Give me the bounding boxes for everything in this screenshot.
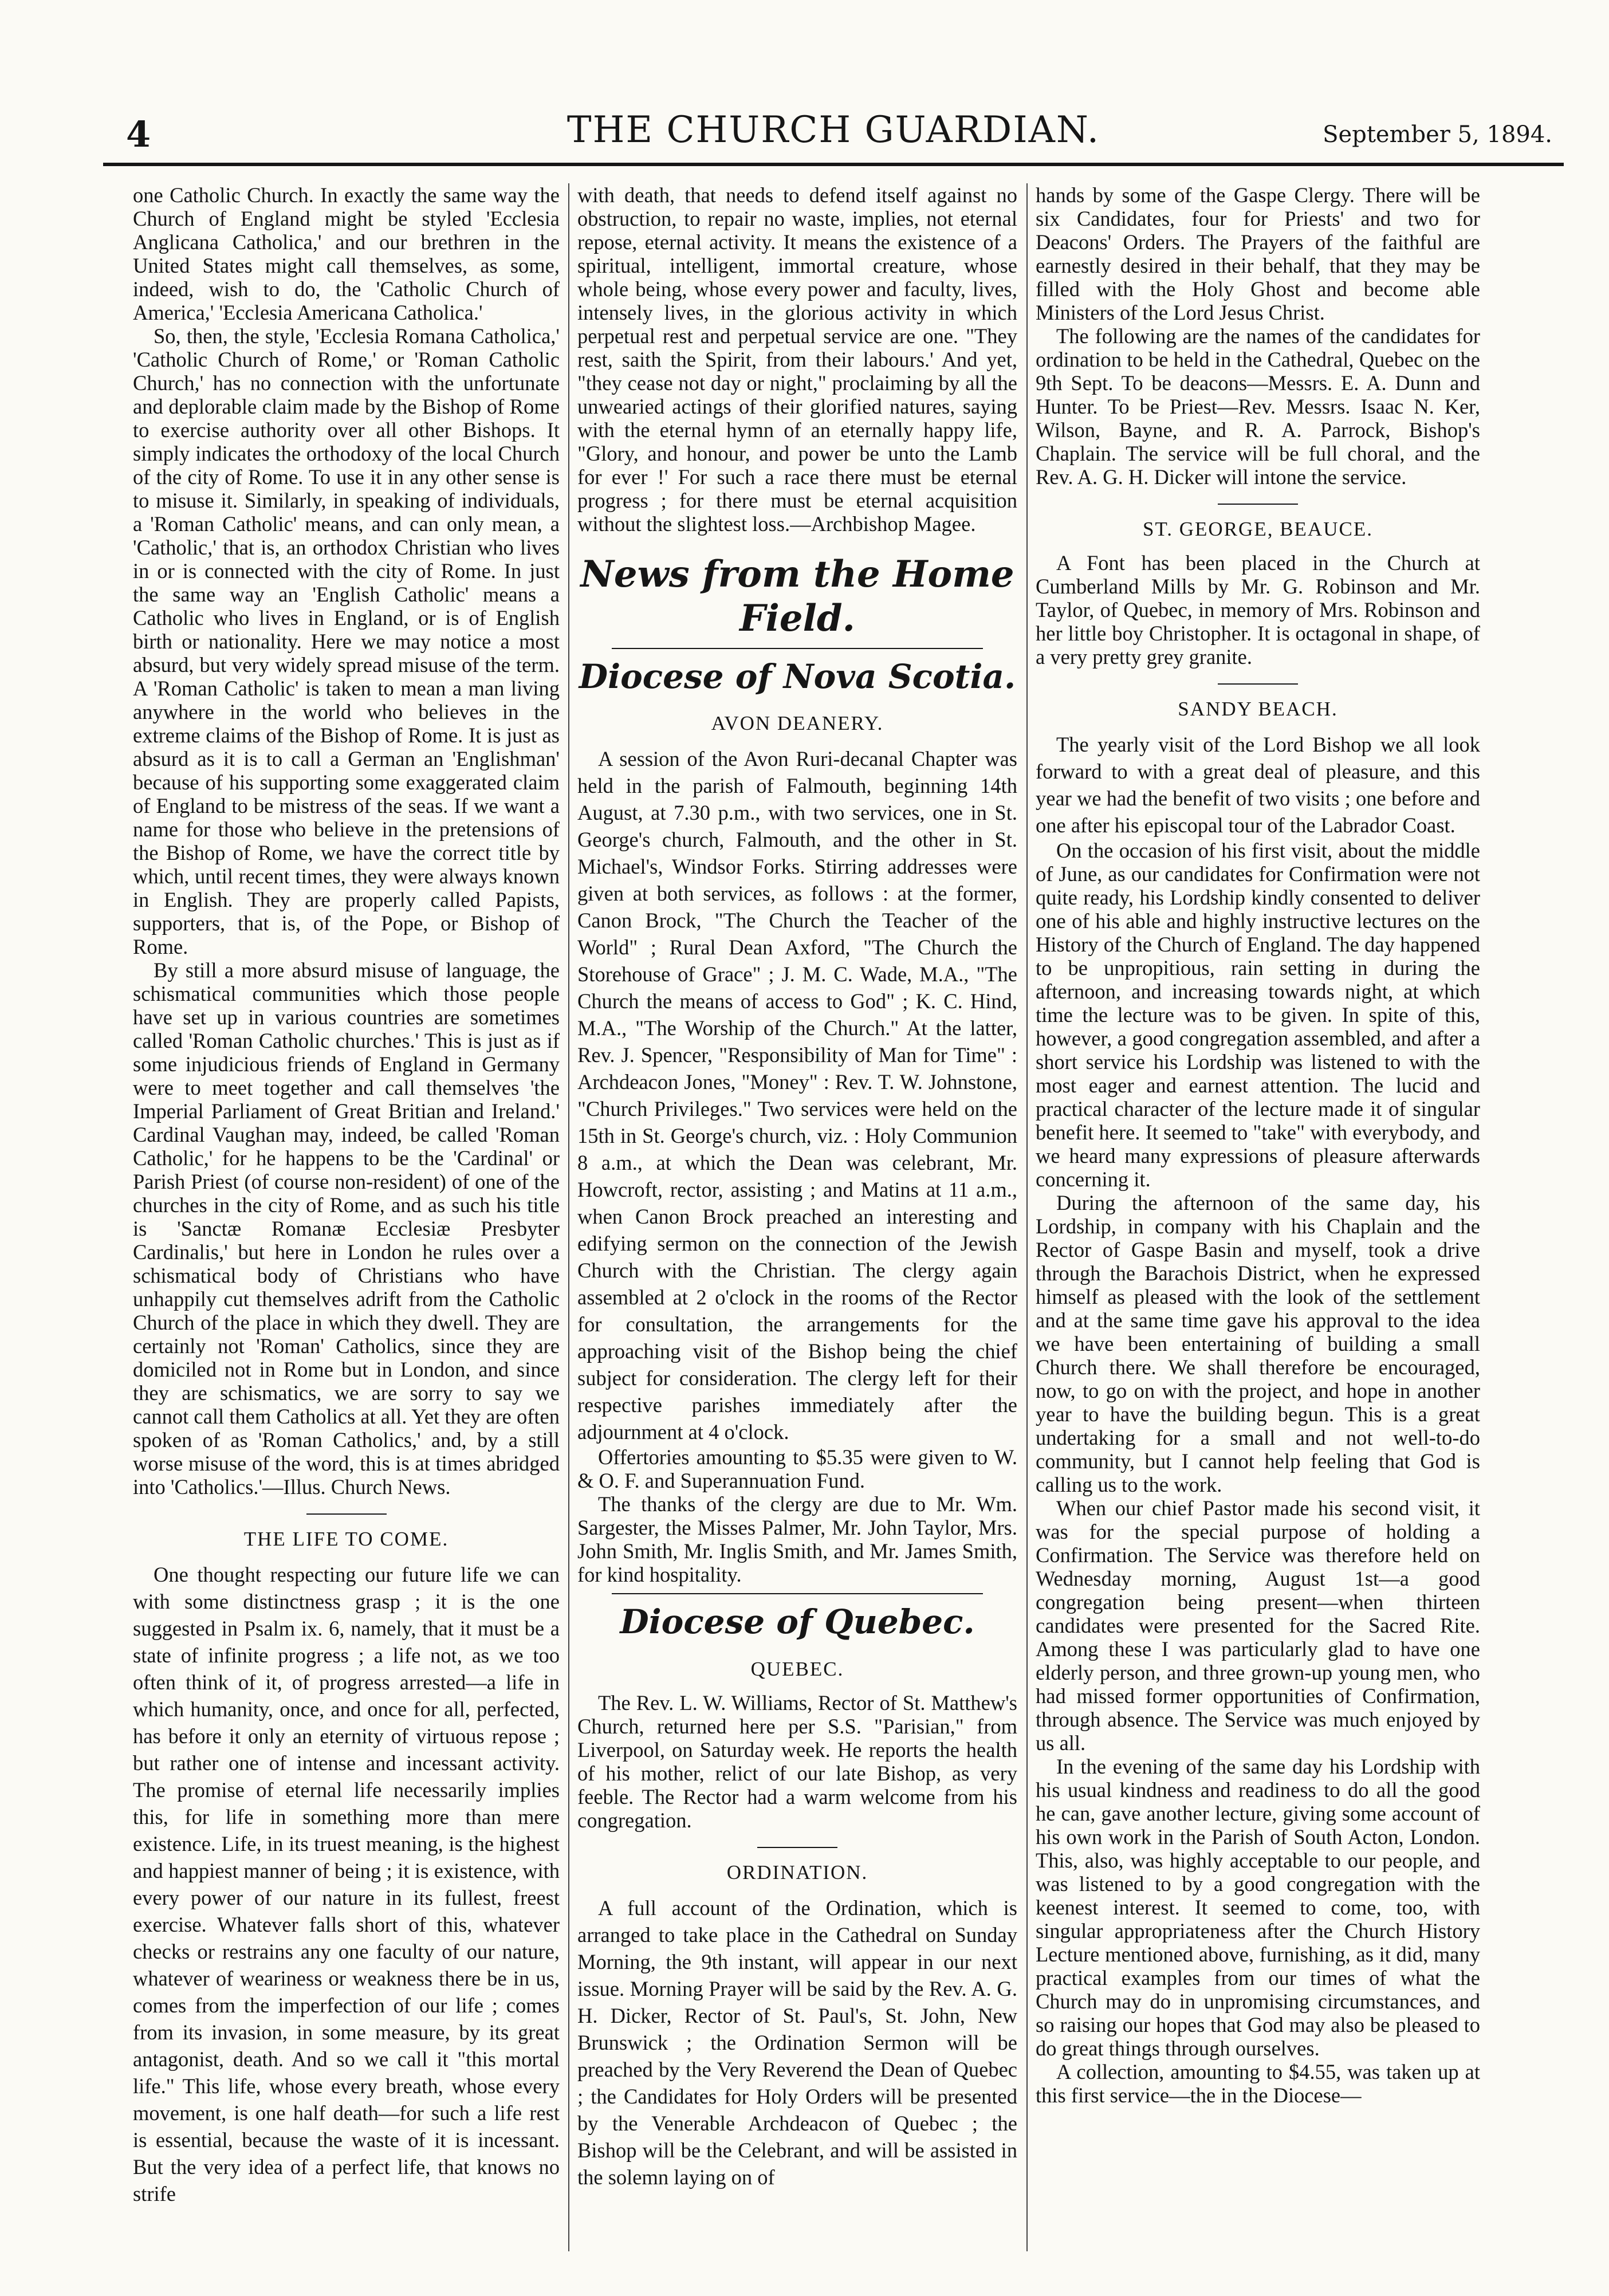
column-rule: [568, 183, 569, 2251]
paragraph: with death, that needs to defend itself against no obstruction, to repair no waste, implies, not eternal repose, eternal activity. It means the existence of a spiritual, intelligent, immortal creature, whose whole being, whose every power and faculty, lives, intensely lives, in the glorious activity in which perpetual rest and perpetual service are one. "They rest, saith the Spirit, from their labours.' And yet, "they cease not day or night," proclaiming by all the unwearied actings of their glorified natures, saying with the eternal hymn of an eternally happy life, "Glory, and honour, and power be unto the Lamb for ever !' For such a race there must be eternal progress ; for there must be eternal acquisition without the slightest loss.—Archbishop Magee.: [577, 183, 1017, 536]
paragraph: hands by some of the Gaspe Clergy. There will be six Candidates, four for Priests' and two for Deacons' Orders. The Prayers of the faithful are earnestly desired in their behalf, that they may be filled with the Holy Ghost and become able Ministers of the Lord Jesus Christ.: [1036, 183, 1480, 324]
divider: [612, 648, 983, 649]
diocese-heading: Diocese of Nova Scotia.: [579, 656, 1016, 696]
paragraph: When our chief Pastor made his second visit, it was for the special purpose of holding a Confirmation. The Service was therefore held on Wednesday morning, August 1st—a good congregation being present—when thirteen candidates were presented for the Sacred Rite. Among these I was particularly glad to have one elderly person, and three grown-up young men, who had missed former opportunities of Confirmation, through absence. The Service was much enjoyed by us all.: [1036, 1496, 1480, 1755]
divider: [612, 1593, 983, 1594]
paragraph: The thanks of the clergy are due to Mr. Wm. Sargester, the Misses Palmer, Mr. John Taylor, Mrs. John Smith, Mr. Inglis Smith, and Mr. James Smith, for kind hospitality.: [577, 1492, 1017, 1587]
page-number: 4: [126, 113, 151, 155]
section-heading: AVON DEANERY.: [711, 712, 884, 735]
diocese-heading: Diocese of Quebec.: [620, 1602, 975, 1642]
column-rule: [1026, 183, 1028, 2251]
paragraph: Offertories amounting to $5.35 were given to W. & O. F. and Superannuation Fund.: [577, 1445, 1017, 1493]
paragraph: The yearly visit of the Lord Bishop we all look forward to with a great deal of pleasure, and this year we had the benefit of two visits ; one before and one after his episcopal tour of the Labrador Coast.: [1036, 733, 1480, 837]
section-heading: ORDINATION.: [577, 1847, 1017, 1884]
section-heading: ST. GEORGE, BEAUCE.: [1036, 504, 1480, 541]
masthead-rule: [103, 163, 1564, 166]
paragraph: On the occasion of his first visit, about the middle of June, as our candidates for Confirmation were not quite ready, his Lordship kindly consented to deliver one of his able and highly instructive lectures on the History of the Church of England. The day happened to be unpropitious, rain setting in during the afternoon, and increasing towards night, at which time the lecture was to be given. In spite of this, however, a good congregation assembled, and after a short service his Lordship was listened to with the most eager and earnest attention. The lucid and practical character of the lecture made it of singular benefit here. It seemed to "take" with everybody, and we heard many expressions of pleasure afterwards concerning it.: [1036, 839, 1480, 1191]
section-heading: QUEBEC.: [750, 1657, 844, 1680]
paragraph: During the afternoon of the same day, his Lordship, in company with his Chaplain and the Rector of Gaspe Basin and myself, took a drive through the Barachois District, when he expressed himself as pleased with the look of the settlement and at the same time gave his approval to the idea we have been entertaining of building a small Church there. We shall therefore be encouraged, now, to go on with the project, and hope in another year to have the building begun. This is a great undertaking for a small and not well-to-do community, but I cannot help feeling that God is calling us to the work.: [1036, 1191, 1480, 1496]
paragraph: The Rev. L. W. Williams, Rector of St. Matthew's Church, returned here per S.S. "Parisian," from Liverpool, on Saturday week. He reports the health of his mother, relict of our late Bishop, as very feeble. The Rector had a warm welcome from his congregation.: [577, 1690, 1017, 1832]
issue-date: September 5, 1894.: [1323, 121, 1552, 148]
paragraph: A Font has been placed in the Church at Cumberland Mills by Mr. G. Robinson and Mr. Taylor, of Quebec, in memory of Mrs. Robinson and her little boy Christopher. It is octagonal in shape, of a very pretty grey granite.: [1036, 551, 1480, 669]
masthead: [103, 109, 1564, 155]
paragraph: A session of the Avon Ruri-decanal Chapter was held in the parish of Falmouth, beginning 14th August, at 7.30 p.m., with two services, one in St. George's church, Falmouth, and the other in St. Michael's, Windsor Forks. Stirring addresses were given at both services, as follows : at the former, Canon Brock, "The Church the Teacher of the World" ; Rural Dean Axford, "The Church the Storehouse of Grace" ; J. M. C. Wade, M.A., "The Church the means of access to God" ; K. C. Hind, M.A., "The Worship of the Church." At the latter, Rev. J. Spencer, "Responsibility of Man for Time" : Archdeacon Jones, "Money" : Rev. T. W. Johnstone, "Church Privileges." Two services were held on the 15th in St. George's church, viz. : Holy Communion 8 a.m., at which the Dean was celebrant, Mr. Howcroft, rector, assisting ; and Matins at 11 a.m., when Canon Brock preached an interesting and edifying sermon on the connection of the Jewish Church with the Christian. The clergy again assembled at 2 o'clock in the rooms of the Rector for consultation, the arrangements for the approaching visit of the Bishop being the chief subject for consideration. The clergy left for their respective parishes immediately after the adjournment at 4 o'clock.: [577, 747, 1017, 1444]
paragraph: one Catholic Church. In exactly the same way the Church of England might be styled 'Ecclesia Anglicana Catholica,' and our brethren in the United States might call themselves, as some, indeed, wish to do, the 'Catholic Church of America,' 'Ecclesia Americana Catholica.': [133, 183, 560, 324]
newspaper-title: THE CHURCH GUARDIAN.: [567, 109, 1100, 151]
paragraph: A collection, amounting to $4.55, was taken up at this first service—the in the Diocese—: [1036, 2060, 1480, 2107]
paragraph: The following are the names of the candidates for ordination to be held in the Cathedral, Quebec on the 9th Sept. To be deacons—Messrs. E. A. Dunn and Hunter. To be Priest—Rev. Messrs. Isaac N. Ker, Wilson, Bayne, and R. A. Parrock, Bishop's Chaplain. The service will be full choral, and the Rev. A. G. H. Dicker will intone the service.: [1036, 324, 1480, 489]
column-1: [133, 183, 560, 2257]
paragraph: So, then, the style, 'Ecclesia Romana Catholica,' 'Catholic Church of Rome,' or 'Roman Catholic Church,' has no connection with the unfortunate and deplorable claim made by the Bishop of Rome to exercise authority over all other Bishops. It simply indicates the orthodoxy of the local Church of the city of Rome. To use it in any other sense is to misuse it. Similarly, in speaking of individuals, a 'Roman Catholic' means, and can only mean, a 'Catholic,' that is, an orthodox Christian who lives in or is connected with the city of Rome. In just the same way an 'English Catholic' means a Catholic who lives in England, or is of English birth or nationality. Here we may notice a most absurd, but very widely spread misuse of the term. A 'Roman Catholic' is taken to mean a man living anywhere in the world who believes in the extreme claims of the Bishop of Rome. It is just as absurd as it is to call a German an 'Englishman' because of his supporting some exaggerated claim of England to be mistress of the seas. If we want a name for those who believe in the pretensions of the Bishop of Rome, we have the correct title by which, until recent times, they were always known in English. They are properly called Papists, supporters, that is, of the Pope, or Bishop of Rome.: [133, 324, 560, 958]
column-2: [577, 183, 1017, 2257]
section-heading: THE LIFE TO COME.: [133, 1513, 560, 1551]
paragraph: In the evening of the same day his Lordship with his usual kindness and readiness to do all the good he can, gave another lecture, giving some account of his own work in the Parish of South Acton, London. This, also, was highly acceptable to our people, and was listened to by a good congregation with the keenest interest. It seemed to come, too, with singular appropriateness after the Church History Lecture mentioned above, furnishing, as it did, many practical examples from our times of what the Church may do in unpromising circumstances, and so raising our hopes that God may also be pleased to do great things through ourselves.: [1036, 1755, 1480, 2060]
column-3: [1036, 183, 1480, 2257]
section-heading: SANDY BEACH.: [1036, 683, 1480, 721]
paragraph: By still a more absurd misuse of language, the schismatical communities which those people have set up in various countries are sometimes called 'Roman Catholic churches.' This is just as if some injudicious friends of England in Germany were to meet together and call themselves 'the Imperial Parliament of Great Britian and Ireland.' Cardinal Vaughan may, indeed, be called 'Roman Catholic,' for he happens to be the 'Cardinal' or Parish Priest (of course non-resident) of one of the churches in the city of Rome, and as such his title is 'Sanctæ Romanæ Ecclesiæ Presbyter Cardinalis,' but here in London he rules over a schismatical body of Christians who have unhappily cut themselves adrift from the Catholic Church of the place in which they dwell. They are certainly not 'Roman' Catholics, since they are domiciled not in Rome but in London, and since they are schismatics, we are sorry to say we cannot call them Catholics at all. Yet they are often spoken of as 'Roman Catholics,' and, by a still worse misuse of the word, this is at times abridged into 'Catholics.'—Illus. Church News.: [133, 958, 560, 1499]
paragraph: A full account of the Ordination, which is arranged to take place in the Cathedral on Sunday Morning, the 9th instant, will appear in our next issue. Morning Prayer will be said by the Rev. A. G. H. Dicker, Rector of St. Paul's, St. John, New Brunswick ; the Ordination Sermon will be preached by the Very Reverend the Dean of Quebec ; the Candidates for Holy Orders will be presented by the Venerable Archdeacon of Quebec ; the Bishop will be the Celebrant, and will be assisted in the solemn laying on of: [577, 1896, 1017, 2189]
paragraph: One thought respecting our future life we can with some distinctness grasp ; it is the one suggested in Psalm ix. 6, namely, that it must be a state of infinite progress ; a life not, as we too often think of it, of progress arrested—a life in which humanity, once, and once for all, perfected, has before it only an eternity of virtuous repose ; but rather one of intense and incessant activity. The promise of eternal life necessarily implies this, for life in something more than mere existence. Life, in its truest meaning, is the highest and happiest manner of being ; it is existence, with every power of our nature in its fullest, freest exercise. Whatever falls short of this, whatever checks or restrains any one faculty of our nature, whatever of weariness or weakness there be in us, comes from the imperfection of our life ; comes from its invasion, in some measure, by its great antagonist, death. And so we call it "this mortal life." This life, whose every breath, whose every movement, is one half death—for such a life rest is essential, because the waste of it is incessant. But the very idea of a perfect life, that knows no strife: [133, 1563, 560, 2205]
department-heading: News from the Home Field.: [580, 553, 1014, 640]
